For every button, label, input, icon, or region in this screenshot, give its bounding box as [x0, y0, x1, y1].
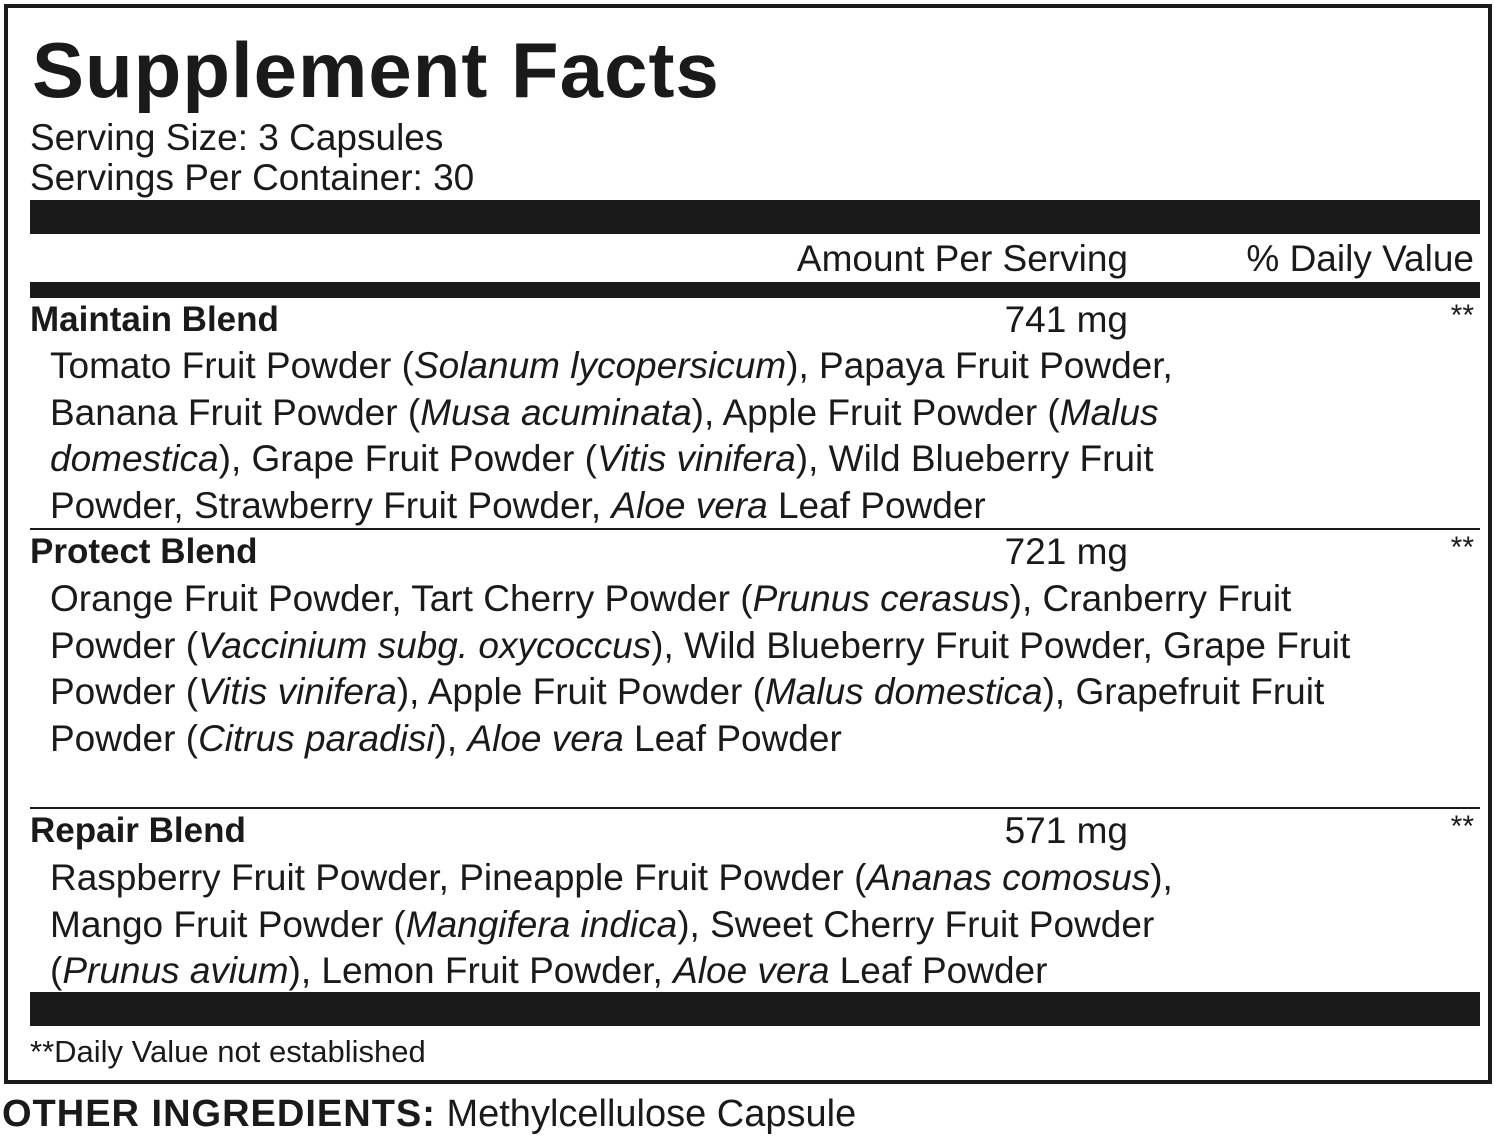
blend-name-protect: Protect Blend — [30, 532, 258, 571]
other-ingredients — [2, 1090, 856, 1138]
scientific-name: Vitis vinifera — [596, 438, 796, 479]
ingredient-text: ), Lemon Fruit Powder, — [288, 950, 674, 991]
scientific-name: Solanum lycopersicum — [413, 345, 787, 386]
ingredient-text: ), — [434, 717, 468, 759]
blend-ingredients-maintain — [50, 343, 1290, 529]
blend-daily-value-maintain: ** — [1450, 299, 1474, 332]
ingredient-text: ), Apple Fruit Powder ( — [691, 391, 1060, 433]
ingredient-text: Tomato Fruit Powder ( — [50, 345, 414, 386]
serving-size: Serving Size: 3 Capsules — [30, 117, 444, 158]
daily-value-header: % Daily Value — [1246, 238, 1474, 279]
blend-amount-repair: 571 mg — [1004, 810, 1128, 851]
ingredient-text: ), Mango Fruit Powder ( — [50, 857, 1173, 945]
scientific-name: Citrus paradisi — [198, 717, 435, 759]
blend-daily-value-repair: ** — [1450, 810, 1474, 843]
blend-ingredients-repair — [50, 855, 1290, 995]
blend-amount-maintain: 741 mg — [1004, 299, 1128, 340]
blend-separator — [30, 807, 1480, 809]
ingredient-text: Leaf Powder — [623, 717, 842, 759]
ingredient-text: ), Grape Fruit Powder ( — [218, 438, 597, 479]
scientific-name: Vaccinium subg. oxycoccus — [198, 624, 652, 666]
other-ingredients-value: Methylcellulose Capsule — [435, 1093, 857, 1135]
scientific-name: Aloe vera — [673, 950, 830, 991]
top-divider-bar — [30, 200, 1480, 234]
ingredient-text: ), Cranberry Fruit Powder ( — [50, 578, 1292, 666]
header-divider-bar — [30, 282, 1480, 298]
scientific-name: Mangifera indica — [405, 903, 678, 945]
ingredient-text: ), Grapefruit Fruit Powder ( — [50, 671, 1325, 759]
scientific-name: Ananas comosus — [866, 857, 1151, 898]
ingredient-text: ), Wild Blueberry Fruit Powder, Grape Fruit Powder ( — [50, 624, 1351, 712]
scientific-name: Prunus cerasus — [752, 578, 1010, 619]
scientific-name: Aloe vera — [467, 717, 624, 759]
daily-value-footnote: **Daily Value not established — [30, 1034, 426, 1069]
ingredient-text: ), Papaya Fruit Powder, Banana Fruit Powder ( — [50, 345, 1173, 433]
scientific-name: Malus domestica — [50, 391, 1159, 479]
scientific-name: Prunus avium — [62, 950, 289, 991]
bottom-divider-bar — [30, 992, 1480, 1026]
scientific-name: Malus domestica — [764, 671, 1043, 712]
blend-daily-value-protect: ** — [1450, 531, 1474, 564]
ingredient-text: Orange Fruit Powder, Tart Cherry Powder ( — [50, 578, 753, 619]
ingredient-text: Raspberry Fruit Powder, Pineapple Fruit Powder ( — [50, 857, 867, 898]
ingredient-text: Leaf Powder — [829, 950, 1048, 991]
other-ingredients-label: OTHER INGREDIENTS: — [2, 1093, 436, 1135]
blend-amount-protect: 721 mg — [1004, 531, 1128, 572]
ingredient-text: Leaf Powder — [767, 484, 986, 526]
blend-name-maintain: Maintain Blend — [30, 300, 279, 339]
blend-name-repair: Repair Blend — [30, 811, 246, 850]
servings-per-container: Servings Per Container: 30 — [30, 157, 475, 198]
ingredient-text: ), Apple Fruit Powder ( — [396, 671, 765, 712]
blend-ingredients-protect — [50, 576, 1360, 762]
ingredient-text: ), Sweet Cherry Fruit Powder ( — [50, 903, 1155, 991]
scientific-name: Vitis vinifera — [198, 671, 397, 712]
supplement-facts-panel — [4, 4, 1492, 1084]
panel-title: Supplement Facts — [32, 26, 720, 114]
ingredient-text: ), Wild Blueberry Fruit Powder, Strawberry Fruit Powder, — [50, 438, 1154, 526]
scientific-name: Aloe vera — [611, 484, 768, 526]
scientific-name: Musa acuminata — [420, 391, 692, 433]
amount-per-serving-header: Amount Per Serving — [796, 238, 1128, 279]
